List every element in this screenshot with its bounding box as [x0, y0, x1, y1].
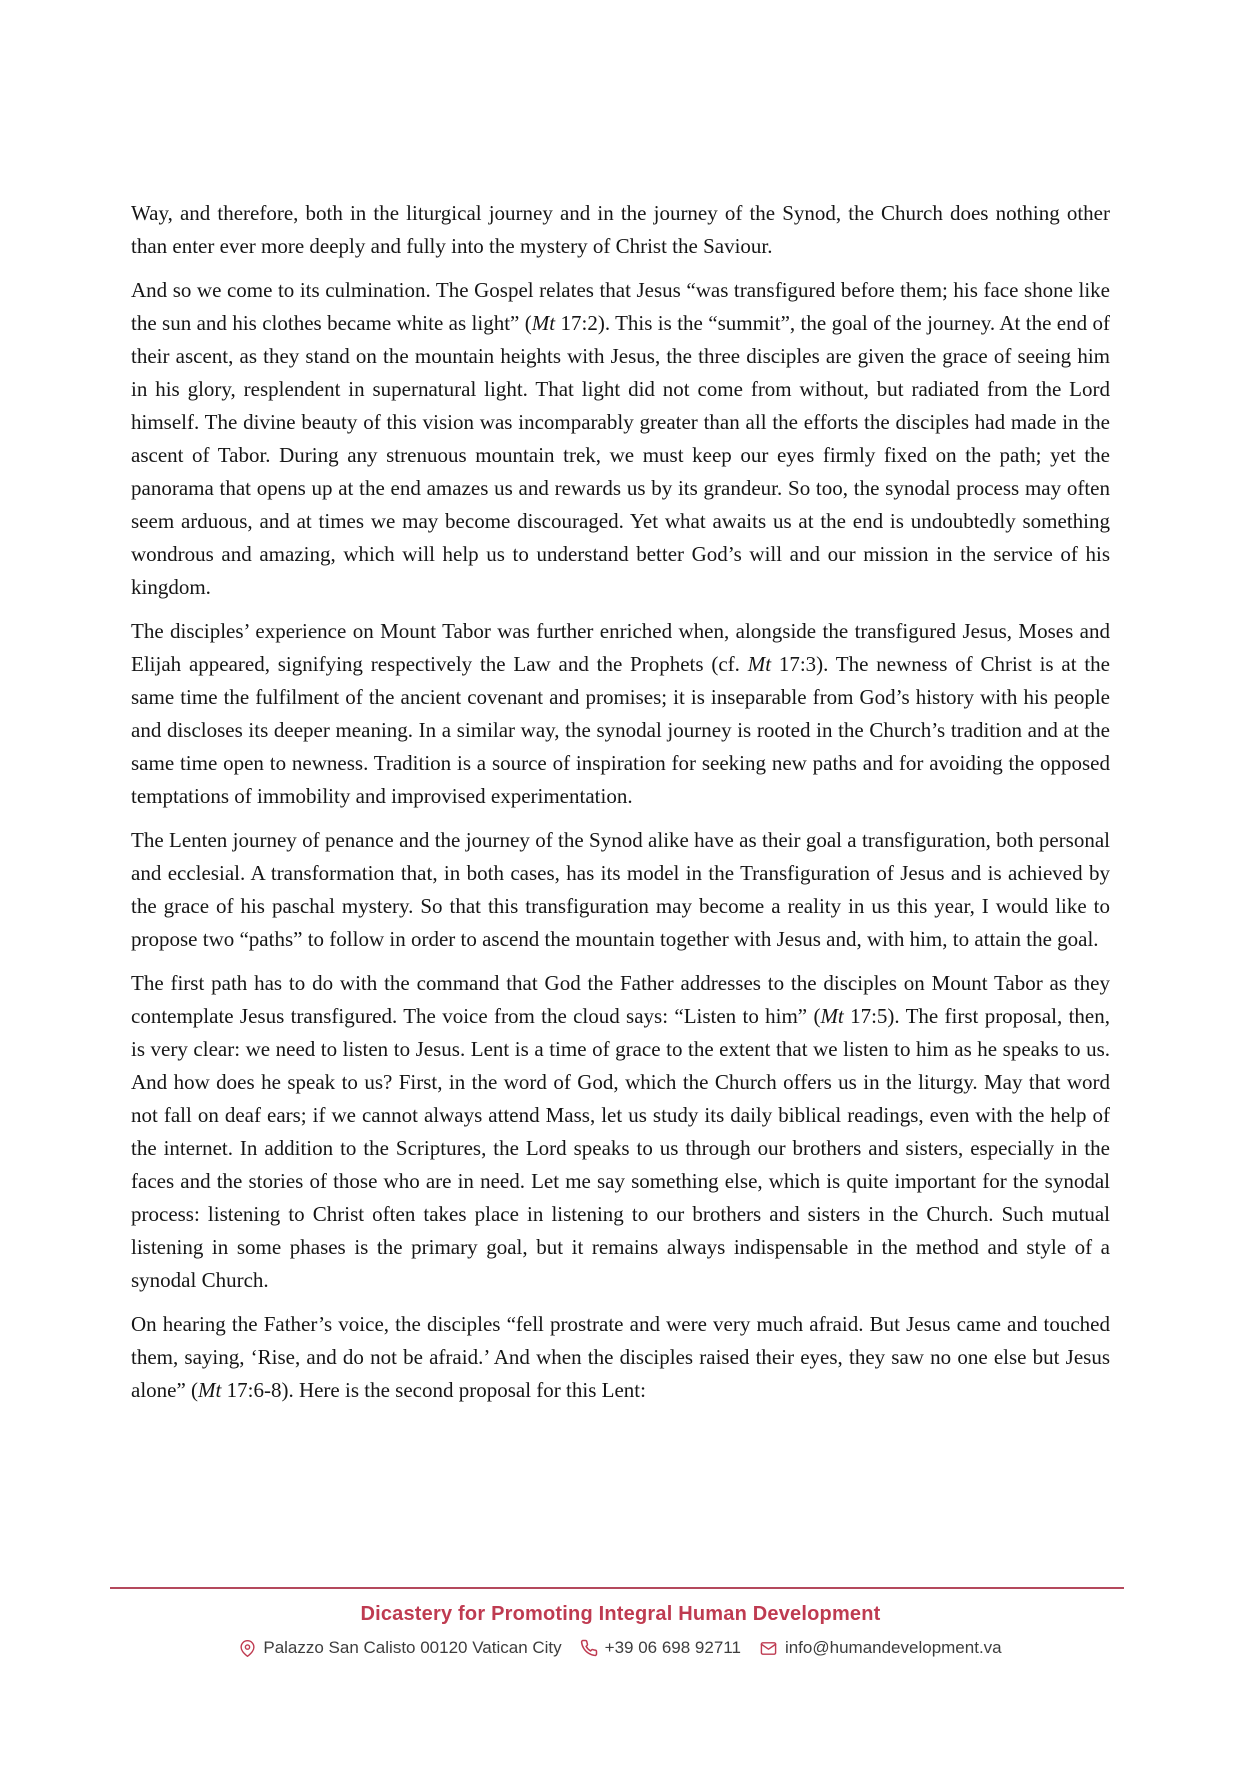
footer-divider	[110, 1587, 1124, 1589]
contact-item-address	[239, 1638, 561, 1658]
paragraph: The Lenten journey of penance and the journey of the Synod alike have as their goal a transfiguration, both personal and ecclesial. A transformation that, in both cases, has its model in the Transfiguration of Jesus and is achieved by the grace of his paschal mystery. So that this transfiguration may become a reality in us this year, I would like to propose two “paths” to follow in order to ascend the mountain together with Jesus and, with him, to attain the goal.	[131, 828, 1110, 951]
contact-address-text: Palazzo San Calisto 00120 Vatican City	[263, 1638, 562, 1657]
paragraph: On hearing the Father’s voice, the disciples “fell prostrate and were very much afraid. But Jesus came and touched them, saying, ‘Rise, and do not be afraid.’ And when the disciples raised their eyes, they saw no one else but Jesus alone” (Mt 17:6-8). Here is the second proposal for this Lent:	[131, 1312, 1110, 1402]
contact-item-email	[759, 1638, 1002, 1658]
paragraph: Way, and therefore, both in the liturgical journey and in the journey of the Synod, the Church does nothing other than enter ever more deeply and fully into the mystery of Christ the Saviour.	[131, 201, 1110, 258]
paragraph: The first path has to do with the command that God the Father addresses to the disciples on Mount Tabor as they contemplate Jesus transfigured. The voice from the cloud says: “Listen to him” (Mt 17:5). The first proposal, then, is very clear: we need to listen to Jesus. Lent is a time of grace to the extent that we listen to him as he speaks to us. And how does he speak to us? First, in the word of God, which the Church offers us in the liturgy. May that word not fall on deaf ears; if we cannot always attend Mass, let us study its daily biblical readings, even with the help of the internet. In addition to the Scriptures, the Lord speaks to us through our brothers and sisters, especially in the faces and the stories of those who are in need. Let me say something else, which is quite important for the synodal process: listening to Christ often takes place in listening to our brothers and sisters in the Church. Such mutual listening in some phases is the primary goal, but it remains always indispensable in the method and style of a synodal Church.	[131, 971, 1110, 1292]
footer-contact-row	[0, 1638, 1241, 1658]
footer-title: Dicastery for Promoting Integral Human Development	[360, 1603, 881, 1625]
paragraph: And so we come to its culmination. The Gospel relates that Jesus “was transfigured before them; his face shone like the sun and his clothes became white as light” (Mt 17:2). This is the “summit”, the goal of the journey. At the end of their ascent, as they stand on the mountain heights with Jesus, the three disciples are given the grace of seeing him in his glory, resplendent in supernatural light. That light did not come from without, but radiated from the Lord himself. The divine beauty of this vision was incomparably greater than all the efforts the disciples had made in the ascent of Tabor. During any strenuous mountain trek, we must keep our eyes firmly fixed on the path; yet the panorama that opens up at the end amazes us and rewards us by its grandeur. So too, the synodal process may often seem arduous, and at times we may become discouraged. Yet what awaits us at the end is undoubtedly something wondrous and amazing, which will help us to understand better God’s will and our mission in the service of his kingdom.	[131, 278, 1110, 599]
contact-item-phone	[580, 1638, 741, 1658]
contact-email-text: info@humandevelopment.va	[784, 1638, 1002, 1657]
contact-phone-text: +39 06 698 92711	[604, 1638, 741, 1657]
paragraph: The disciples’ experience on Mount Tabor was further enriched when, alongside the transfigured Jesus, Moses and Elijah appeared, signifying respectively the Law and the Prophets (cf. Mt 17:3). The newness of Christ is at the same time the fulfilment of the ancient covenant and promises; it is inseparable from God’s history with his people and discloses its deeper meaning. In a similar way, the synodal journey is rooted in the Church’s tradition and at the same time open to newness. Tradition is a source of inspiration for seeking new paths and for avoiding the opposed temptations of immobility and improvised experimentation.	[131, 619, 1110, 808]
location-pin-icon	[239, 1639, 256, 1658]
envelope-icon	[759, 1640, 778, 1657]
document-body	[131, 197, 1110, 1418]
phone-icon	[580, 1639, 598, 1657]
